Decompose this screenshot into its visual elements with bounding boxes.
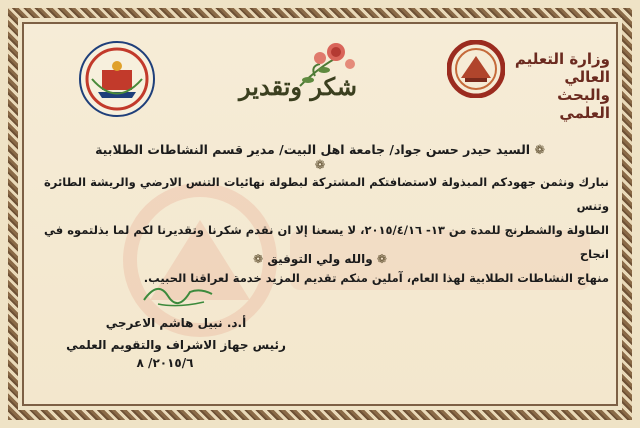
closing-line — [240, 252, 400, 266]
ornament-icon: ❁ — [534, 142, 545, 157]
recipient-text: السيد حيدر حسن جواد/ جامعة اهل البيت/ مدير قسم النشاطات الطلابية — [95, 142, 531, 157]
ornament-icon: ❁ — [376, 252, 387, 266]
certificate-body — [44, 170, 609, 290]
signer-title: رئيس جهاز الاشراف والتقويم العلمي — [66, 338, 286, 352]
recipient-line — [90, 142, 550, 172]
ornament-icon: ❁ — [314, 157, 326, 172]
ministry-name — [505, 50, 610, 122]
issue-date: ٢٠١٥/٦/ ٨ — [136, 356, 194, 370]
student-activities-emblem — [78, 40, 156, 118]
certificate-title: شكر وتقدير — [239, 72, 357, 101]
closing-text: والله ولي التوفيق — [267, 252, 373, 266]
ornament-icon: ❁ — [253, 252, 264, 266]
body-line-3: منهاج النشاطات الطلابية لهذا العام، آملين منكم تقديم المزيد خدمة لعراقنا الحبيب. — [143, 271, 609, 285]
ministry-emblem — [447, 40, 505, 98]
signer-block — [56, 312, 296, 356]
ministry-line-1: وزارة التعليم العالي — [514, 50, 610, 86]
body-line-1: نبارك ونثمن جهودكم المبذولة لاستضافتكم المشتركة لبطولة نهائيات التنس الارضي والريشة الطائرة وتنس — [44, 175, 609, 213]
handwritten-signature — [138, 274, 218, 312]
body-line-2: الطاولة والشطرنج للمدة من ١٣- ٢٠١٥/٤/١٦، لا يسعنا إلا ان نقدم شكرنا وتقديرنا لكم لما بذلتموه في انجاح — [44, 223, 609, 261]
ministry-line-2: والبحث العلمي — [557, 86, 610, 122]
signer-name: أ.د. نبيل هاشم الاعرجي — [105, 316, 247, 330]
